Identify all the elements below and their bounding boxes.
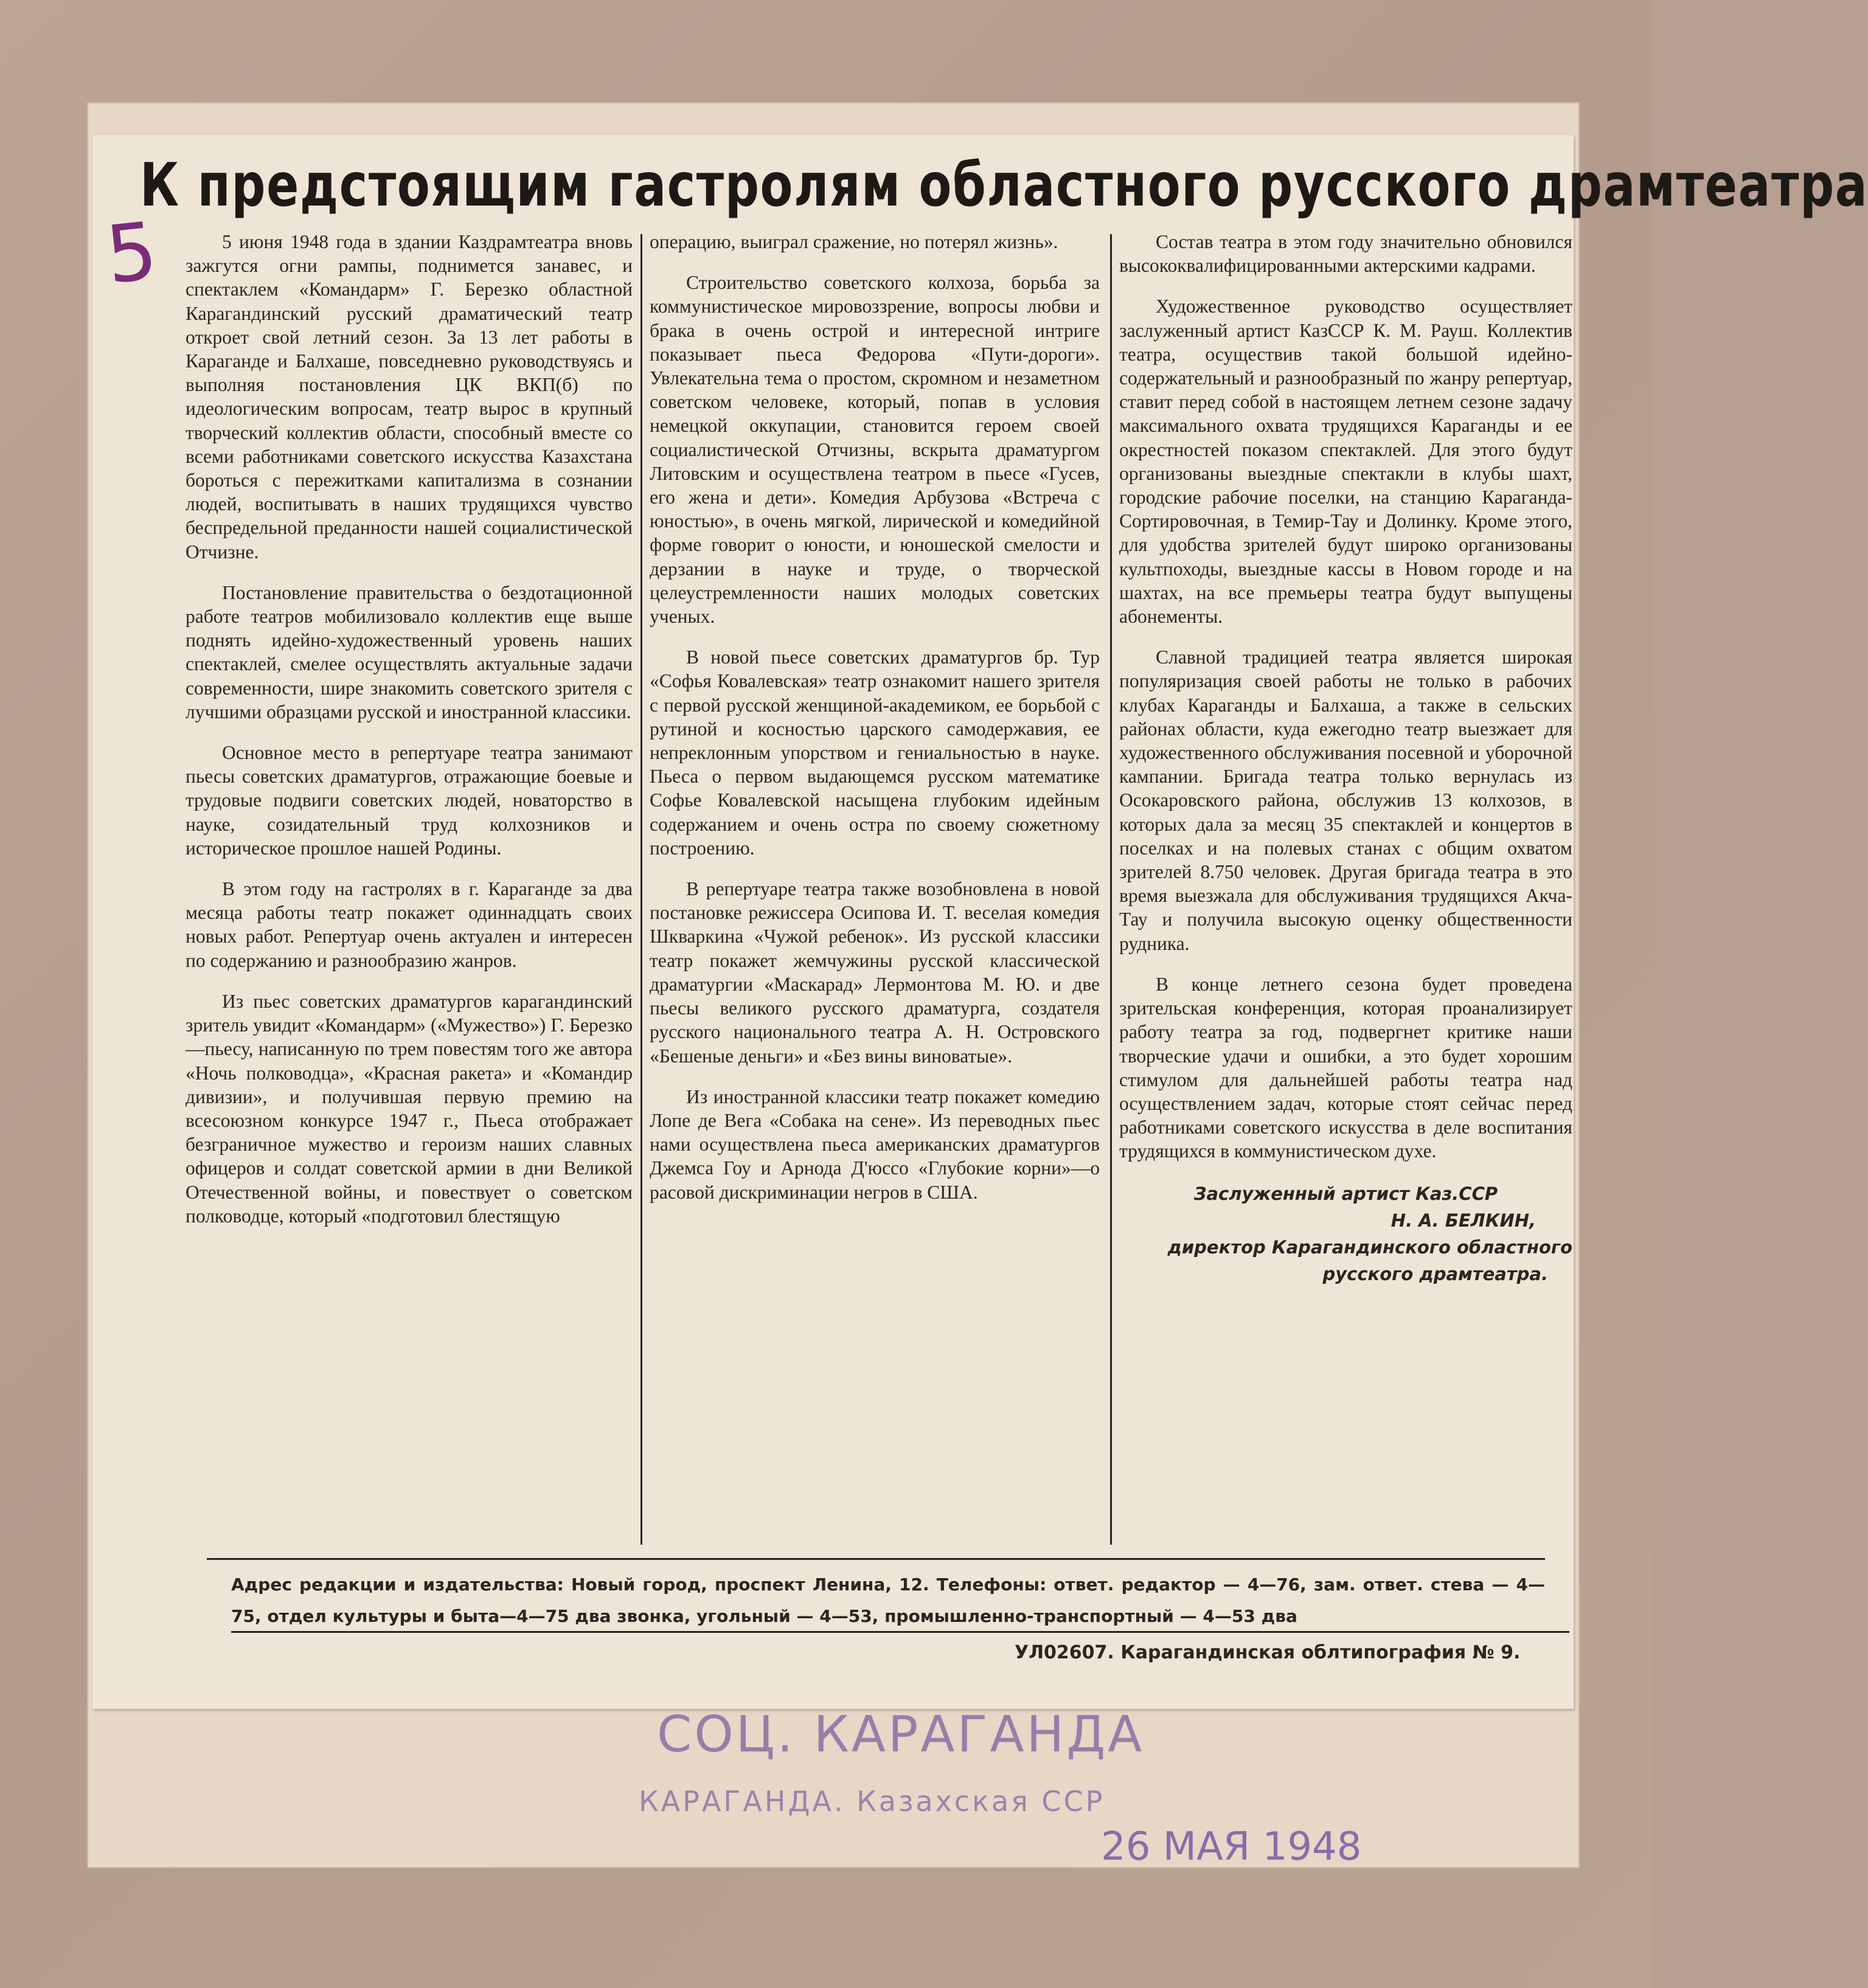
article-column-3 — [1119, 230, 1572, 1550]
paragraph: Славной традицией театра является широкая популяризация своей работы не только в рабочих клубах Караганды и Балхаша, а также в сельских районах области, куда ежегодно театр выезжает для художественного обслуживания посевной и уборочной кампании. Бригада театра только вернулась из Осокаровского района, обслужив 13 колхозов, в которых дала за месяц 35 спектаклей и концертов в поселках и на полевых станах с общим охватом зрителей 8.750 человек. Другая бригада театра в это время выезжала для обслуживания трудящихся Акча-Тау и получила высокую оценку общественности рудника. — [1119, 646, 1572, 954]
paragraph: Художественное руководство осуществляет заслуженный артист КазССР К. М. Рауш. Коллектив театра, осуществив такой большой идейно-содержательный и разнообразный по жанру репертуар, ставит перед собой в настоящем летнем сезоне задачу максимального охвата трудящихся Караганды и ее окрестностей показом спектаклей. Для этого будут организованы выездные спектакли в клубы шахт, городские рабочие поселки, на станцию Караганда-Сортировочная, в Темир-Тау и Долинку. Кроме этого, для удобства зрителей будут широко организованы культпоходы, выездные кассы в Новом городе и на шахтах, на все премьеры театра будут выпущены абонементы. — [1119, 296, 1572, 628]
paragraph: Из иностранной классики театр покажет комедию Лопе де Вега «Собака на сене». Из переводных пьес нами осуществлена пьеса американских драматургов Джемса Гоу и Арнода Д'юссо «Глубокие корни»—о расовой дискриминации негров в США. — [650, 1086, 1100, 1203]
paragraph: Из пьес советских драматургов карагандинский зритель увидит «Командарм» («Мужество») Г. Березко—пьесу, написанную по трем повестям того же автора «Ночь полководца», «Красная ракета» и «Командир дивизии», и получившая первую премию на всесоюзном конкурсе 1947 г., Пьеса отображает безграничное мужество и героизм наших славных офицеров и солдат советской армии в дни Великой Отечественной войны, и повествует о советском полководце, который «подготовил блестящую — [186, 990, 633, 1227]
stamp-date: 26 МАЯ 1948 — [1101, 1824, 1362, 1869]
paragraph: В этом году на гастролях в г. Караганде за два месяца работы театр покажет одиннадцать своих новых работ. Репертуар очень актуален и интересен по содержанию и разнообразию жанров. — [186, 878, 633, 971]
stamp-newspaper-title: СОЦ. КАРАГАНДА — [657, 1706, 1145, 1764]
address-bottom-rule — [231, 1631, 1569, 1633]
column-rule-2 — [1110, 234, 1112, 1545]
column-rule-1 — [641, 234, 642, 1545]
paragraph: Постановление правительства о бездотационной работе театров мобилизовало коллектив еще выше поднять идейно-художественный уровень наших спектаклей, смелее осуществлять актуальные задачи современности, шире знакомить советского зрителя с лучшими образцами русской и иностранной классики. — [186, 581, 633, 722]
paragraph: В конце летнего сезона будет проведена зрительская конференция, которая проанализирует работу театра за год, подвергнет критике наши творческие удачи и ошибки, а это будет хорошим стимулом для дальнейшей работы театра над осуществлением задач, которые стоят сейчас перед работниками советского искусства в деле воспитания трудящихся в коммунистическом духе. — [1119, 973, 1572, 1162]
article-headline: К предстоящим гастролям областного русского драмтеатра — [140, 151, 1868, 220]
stamp-place: КАРАГАНДА. Казахская ССР — [639, 1785, 1105, 1818]
author-signature — [1119, 1180, 1572, 1287]
paragraph: 5 июня 1948 года в здании Каздрамтеатра вновь зажгутся огни рампы, поднимется занавес, и спектаклем «Командарм» Г. Березко областной Карагандинский русский драматический театр откроет свой летний сезон. За 13 лет работы в Караганде и Балхаше, повседневно руководствуясь и выполняя постановления ЦК ВКП(б) по идеологическим вопросам, театр вырос в крупный творческий коллектив области, способный вместе со всеми работниками советского искусства Казахстана бороться с пережитками капитализма в сознании людей, воспитывать в наших трудящихся чувство беспредельной преданности нашей социалистической Отчизне. — [186, 231, 633, 563]
signature-name: Н. А. БЕЛКИН, — [1391, 1210, 1536, 1231]
signature-theatre: русского драмтеатра. — [1322, 1263, 1548, 1284]
paragraph: Основное место в репертуаре театра занимают пьесы советских драматургов, отражающие боевые и трудовые подвиги советских людей, новаторство в науке, созидательный труд колхозников и историческое прошлое нашей Родины. — [186, 742, 633, 859]
paragraph: Состав театра в этом году значительно обновился высококвалифицированными актерскими кадрами. — [1119, 231, 1572, 277]
paragraph: В репертуаре театра также возобновлена в новой постановке режиссера Осипова И. Т. веселая комедия Шкваркина «Чужой ребенок». Из русской классики театр покажет жемчужины русской классической драматургии «Маскарад» Лермонтова М. Ю. и две пьесы великого русского драматурга, создателя русского национального театра А. Н. Островского «Бешеные деньги» и «Без вины виноватые». — [650, 878, 1100, 1067]
paragraph: В новой пьесе советских драматургов бр. Тур «Софья Ковалевская» театр ознакомит нашего зрителя с первой русской женщиной-академиком, ее борьбой с рутиной и косностью царского самодержавия, ее непреклонным упорством и гениальностью в науке. Пьеса о первом выдающемся русском математике Софье Ковалевской насыщена глубоким идейным содержанием и очень остра по своему сюжетному построению. — [650, 646, 1100, 859]
signature-position: директор Карагандинского областного — [1167, 1236, 1572, 1258]
margin-page-number: 5 — [102, 204, 162, 302]
article-column-2 — [650, 230, 1100, 1550]
paragraph: операцию, выиграл сражение, но потерял жизнь». — [650, 231, 1058, 252]
editorial-address: Адрес редакции и издательства: Новый город, проспект Ленина, 12. Телефоны: ответ. редактор — 4—76, зам. ответ. стева — 4—75, отдел культуры и быта—4—75 два звонка, угольный — 4—53, промышленно-транспортный — 4—53 два — [231, 1574, 1545, 1626]
signature-title: Заслуженный артист Каз.ССР — [1193, 1183, 1498, 1204]
printer-imprint: УЛ02607. Карагандинская облтипография № 9. — [1015, 1642, 1521, 1663]
address-top-rule — [207, 1558, 1545, 1560]
article-column-1 — [186, 230, 633, 1550]
paragraph: Строительство советского колхоза, борьба за коммунистическое мировоззрение, вопросы любви и брака в очень острой и интересной интриге показывает пьеса Федорова «Пути-дороги». Увлекательна тема о простом, скромном и незаметном советском человеке, который, попав в условия немецкой оккупации, становится героем своей социалистической Отчизны, вскрыта драматургом Литовским и осуществлена театром в пьесе «Гусев, его жена и дети». Комедия Арбузова «Встреча с юностью», в очень мягкой, лирической и комедийной форме говорит о юности, и юношеской смелости и дерзании в науке и труде, о творческой целеустремленности наших молодых советских ученых. — [650, 272, 1100, 628]
